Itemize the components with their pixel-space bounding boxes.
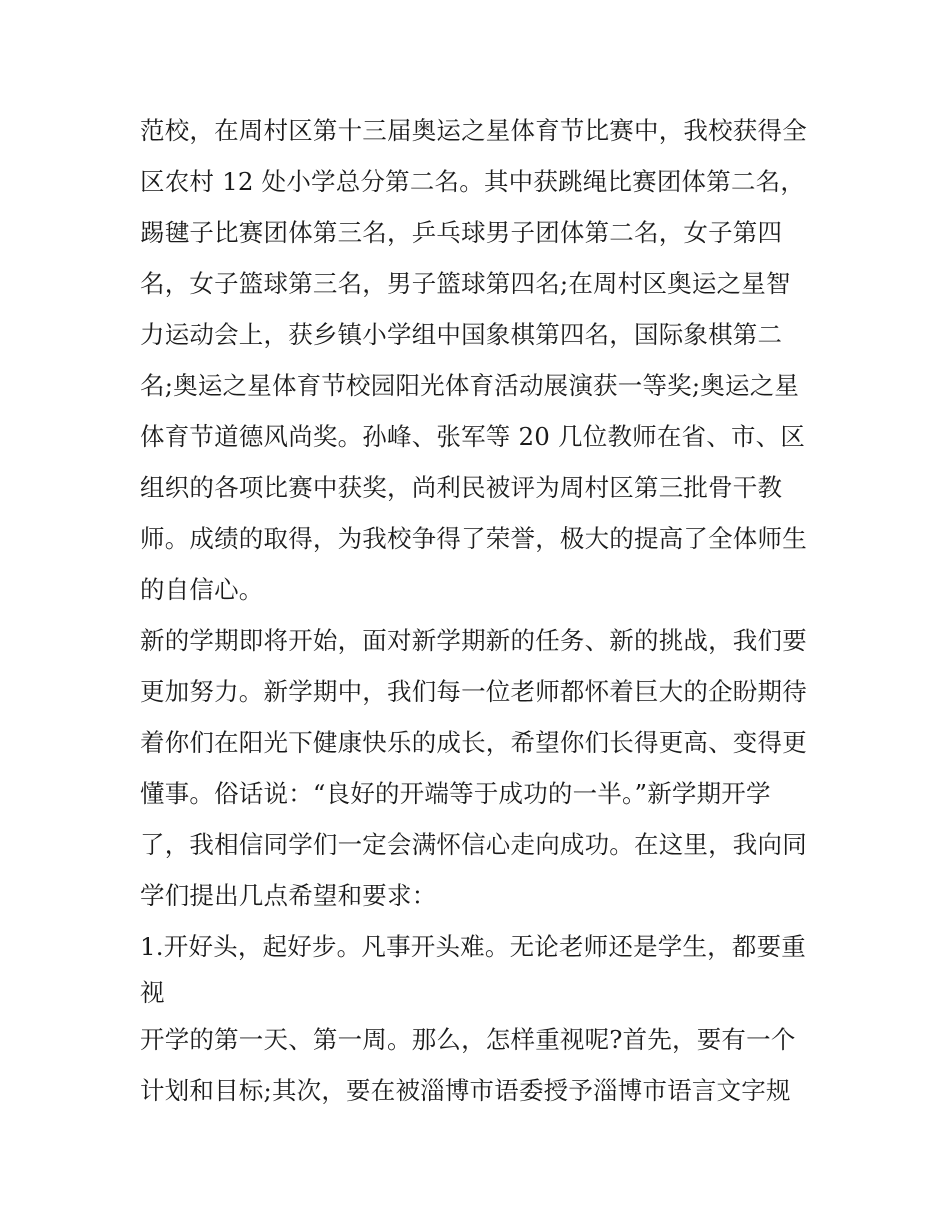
text-line: 名;奥运之星体育节校园阳光体育活动展演获一等奖;奥运之星 <box>140 371 800 400</box>
text-line: 着你们在阳光下健康快乐的成长，希望你们长得更高、变得更 <box>140 728 807 757</box>
text-line: 组织的各项比赛中获奖，尚利民被评为周村区第三批骨干教 <box>140 473 783 502</box>
text-line: 范校，在周村区第十三届奥运之星体育节比赛中，我校获得全 <box>140 116 807 145</box>
text-line: 师。成绩的取得，为我校争得了荣誉，极大的提高了全体师生 <box>140 524 807 553</box>
text-line: 名，女子篮球第三名，男子篮球第四名;在周村区奥运之星智 <box>140 269 791 298</box>
text-line: 视 <box>140 978 165 1007</box>
paragraph-start-line: 新的学期即将开始，面对新学期新的任务、新的挑战，我们要 <box>140 626 807 655</box>
text-line: 踢毽子比赛团体第三名，乒乓球男子团体第二名，女子第四 <box>140 218 783 247</box>
text-line: 了，我相信同学们一定会满怀信心走向成功。在这里，我向同 <box>140 830 807 859</box>
text-line: 区农村 12 处小学总分第二名。其中获跳绳比赛团体第二名， <box>140 167 806 196</box>
list-item-line: 1.开好头，起好步。凡事开头难。无论老师还是学生，都要重 <box>140 932 806 961</box>
document-body <box>140 105 820 1116</box>
text-line: 体育节道德风尚奖。孙峰、张军等 20 几位教师在省、市、区 <box>140 422 806 451</box>
text-line: 更加努力。新学期中，我们每一位老师都怀着巨大的企盼期待 <box>140 677 807 706</box>
text-line: 计划和目标;其次，要在被淄博市语委授予淄博市语言文字规 <box>140 1076 791 1105</box>
text-line: 力运动会上，获乡镇小学组中国象棋第四名，国际象棋第二 <box>140 320 783 349</box>
text-line: 开学的第一天、第一周。那么，怎样重视呢?首先，要有一个 <box>140 1025 796 1054</box>
text-line: 学们提出几点希望和要求： <box>140 881 437 910</box>
text-line: 的自信心。 <box>140 575 264 604</box>
text-line: 懂事。俗话说：“良好的开端等于成功的一半。”新学期开学 <box>140 779 771 808</box>
